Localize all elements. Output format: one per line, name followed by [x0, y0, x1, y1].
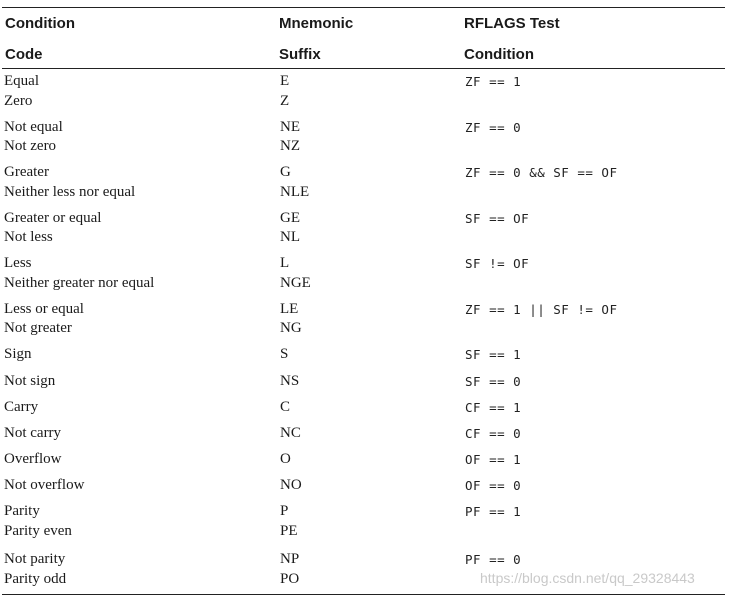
mnemonic-suffix-text: NL	[280, 229, 300, 245]
condition-code-text: Not greater	[4, 320, 72, 336]
condition-code-text: Sign	[4, 346, 32, 362]
mnemonic-suffix-text: NS	[280, 373, 300, 389]
mnemonic-suffix-cell	[280, 476, 302, 496]
condition-code-cell	[4, 72, 39, 111]
rflags-test-cell	[465, 300, 618, 320]
table-row	[0, 118, 730, 164]
mnemonic-suffix-text: Z	[280, 92, 290, 109]
mnemonic-suffix-text: NGE	[280, 274, 311, 291]
table-row	[0, 424, 730, 450]
rflags-test-cell	[465, 450, 521, 470]
condition-code-text: Parity odd	[4, 570, 67, 587]
rflags-test-text: OF == 1	[465, 452, 522, 467]
condition-code-cell	[4, 118, 63, 157]
mnemonic-suffix-text: NZ	[280, 138, 300, 154]
rflags-test-text: ZF == 1	[465, 74, 522, 89]
condition-code-text: Not equal	[4, 118, 63, 135]
condition-code-text: Greater or equal	[4, 209, 102, 226]
mnemonic-suffix-text: C	[280, 399, 291, 415]
condition-code-cell	[4, 345, 32, 365]
mnemonic-suffix-text: NE	[280, 118, 300, 135]
rflags-test-cell	[465, 345, 521, 365]
header-mnemonic-suffix-line1: Mnemonic	[279, 15, 354, 32]
table-row	[0, 345, 730, 372]
condition-code-text: Not sign	[4, 373, 56, 389]
mnemonic-suffix-cell	[280, 398, 290, 418]
rflags-test-text: SF == 1	[465, 347, 522, 362]
table-row	[0, 450, 730, 476]
rflags-test-text: SF != OF	[465, 256, 530, 271]
condition-code-cell	[4, 372, 55, 392]
condition-code-text: Overflow	[4, 451, 62, 467]
rflags-test-cell	[465, 72, 521, 92]
table-row	[0, 398, 730, 424]
condition-code-cell	[4, 398, 38, 418]
header-rflags-test-line2: Condition	[464, 46, 534, 63]
header-condition-code	[5, 8, 75, 70]
table-row	[0, 502, 730, 550]
table-row	[0, 372, 730, 398]
mnemonic-suffix-text: P	[280, 503, 289, 519]
rflags-test-cell	[465, 502, 521, 522]
condition-code-text: Neither greater nor equal	[4, 274, 155, 291]
condition-code-cell	[4, 300, 84, 339]
mnemonic-suffix-text: NP	[280, 551, 300, 567]
mnemonic-suffix-text: PO	[280, 570, 300, 587]
condition-code-text: Not carry	[4, 425, 62, 441]
mnemonic-suffix-text: E	[280, 73, 290, 89]
condition-code-text: Greater	[4, 164, 49, 180]
rflags-test-text: ZF == 0 && SF == OF	[465, 165, 618, 180]
condition-code-text: Not less	[4, 229, 53, 245]
mnemonic-suffix-cell	[280, 502, 298, 541]
condition-code-cell	[4, 254, 154, 293]
mnemonic-suffix-cell	[280, 163, 309, 202]
rflags-test-text: ZF == 0	[465, 119, 522, 135]
condition-code-text: Equal	[4, 73, 39, 89]
rflags-test-text: PF == 1	[465, 504, 522, 519]
mnemonic-suffix-cell	[280, 209, 300, 248]
rflags-test-cell	[465, 118, 521, 138]
rflags-test-text: CF == 0	[465, 426, 522, 441]
condition-code-text: Zero	[4, 92, 33, 109]
mnemonic-suffix-cell	[280, 300, 302, 339]
condition-code-cell	[4, 502, 72, 541]
rflags-test-cell	[465, 398, 521, 418]
condition-code-cell	[4, 450, 61, 470]
mnemonic-suffix-text: NC	[280, 425, 301, 441]
condition-code-text: Parity	[4, 503, 40, 519]
rflags-test-cell	[465, 209, 529, 229]
mnemonic-suffix-cell	[280, 345, 288, 365]
header-rflags-test-line1: RFLAGS Test	[464, 15, 560, 32]
header-mnemonic-suffix	[279, 8, 353, 70]
mnemonic-suffix-cell	[280, 372, 299, 392]
table-header-rule	[2, 68, 725, 69]
rflags-test-cell	[465, 254, 529, 274]
mnemonic-suffix-text: G	[280, 164, 291, 180]
mnemonic-suffix-text: S	[280, 346, 289, 362]
rflags-test-text: PF == 0	[465, 552, 522, 567]
watermark: https://blog.csdn.net/qq_29328443	[480, 570, 695, 586]
rflags-test-text: SF == OF	[465, 210, 530, 226]
table-row	[0, 476, 730, 502]
rflags-test-text: ZF == 1 || SF != OF	[465, 301, 618, 317]
table-row	[0, 209, 730, 255]
rflags-test-cell	[465, 476, 521, 496]
mnemonic-suffix-cell	[280, 550, 299, 589]
condition-code-text: Not parity	[4, 551, 66, 567]
rflags-test-cell	[465, 163, 618, 183]
table-body	[0, 72, 730, 595]
condition-code-cell	[4, 476, 84, 496]
condition-code-text: Not zero	[4, 138, 57, 154]
mnemonic-suffix-cell	[280, 450, 291, 470]
rflags-test-cell	[465, 550, 521, 570]
condition-code-text: Carry	[4, 399, 39, 415]
mnemonic-suffix-cell	[280, 424, 301, 444]
mnemonic-suffix-text: NLE	[280, 183, 310, 200]
rflags-test-text: SF == 0	[465, 374, 522, 389]
mnemonic-suffix-cell	[280, 118, 300, 157]
condition-code-text: Not overflow	[4, 477, 85, 493]
table-row	[0, 300, 730, 346]
mnemonic-suffix-text: PE	[280, 522, 298, 539]
mnemonic-suffix-cell	[280, 254, 311, 293]
condition-code-text: Parity even	[4, 522, 72, 539]
mnemonic-suffix-text: O	[280, 451, 291, 467]
rflags-test-text: CF == 1	[465, 400, 522, 415]
mnemonic-suffix-text: GE	[280, 209, 300, 226]
mnemonic-suffix-text: NO	[280, 477, 302, 493]
header-mnemonic-suffix-line2: Suffix	[279, 46, 321, 63]
condition-code-text: Less	[4, 255, 32, 271]
condition-code-cell	[4, 424, 61, 444]
condition-code-cell	[4, 163, 135, 202]
table-row	[0, 254, 730, 300]
header-condition-code-line1: Condition	[5, 15, 75, 32]
mnemonic-suffix-text: L	[280, 255, 290, 271]
condition-code-text: Neither less nor equal	[4, 183, 136, 200]
table-header	[0, 8, 730, 68]
mnemonic-suffix-text: LE	[280, 300, 299, 317]
condition-code-cell	[4, 209, 101, 248]
condition-code-text: Less or equal	[4, 300, 84, 317]
rflags-test-cell	[465, 424, 521, 444]
mnemonic-suffix-cell	[280, 72, 289, 111]
mnemonic-suffix-text: NG	[280, 320, 302, 336]
table-row	[0, 72, 730, 118]
table-bottom-rule	[2, 594, 725, 595]
rflags-test-text: OF == 0	[465, 478, 522, 493]
table-row	[0, 163, 730, 209]
header-condition-code-line2: Code	[5, 46, 43, 63]
header-rflags-test	[464, 8, 560, 70]
condition-code-cell	[4, 550, 66, 589]
rflags-test-cell	[465, 372, 521, 392]
